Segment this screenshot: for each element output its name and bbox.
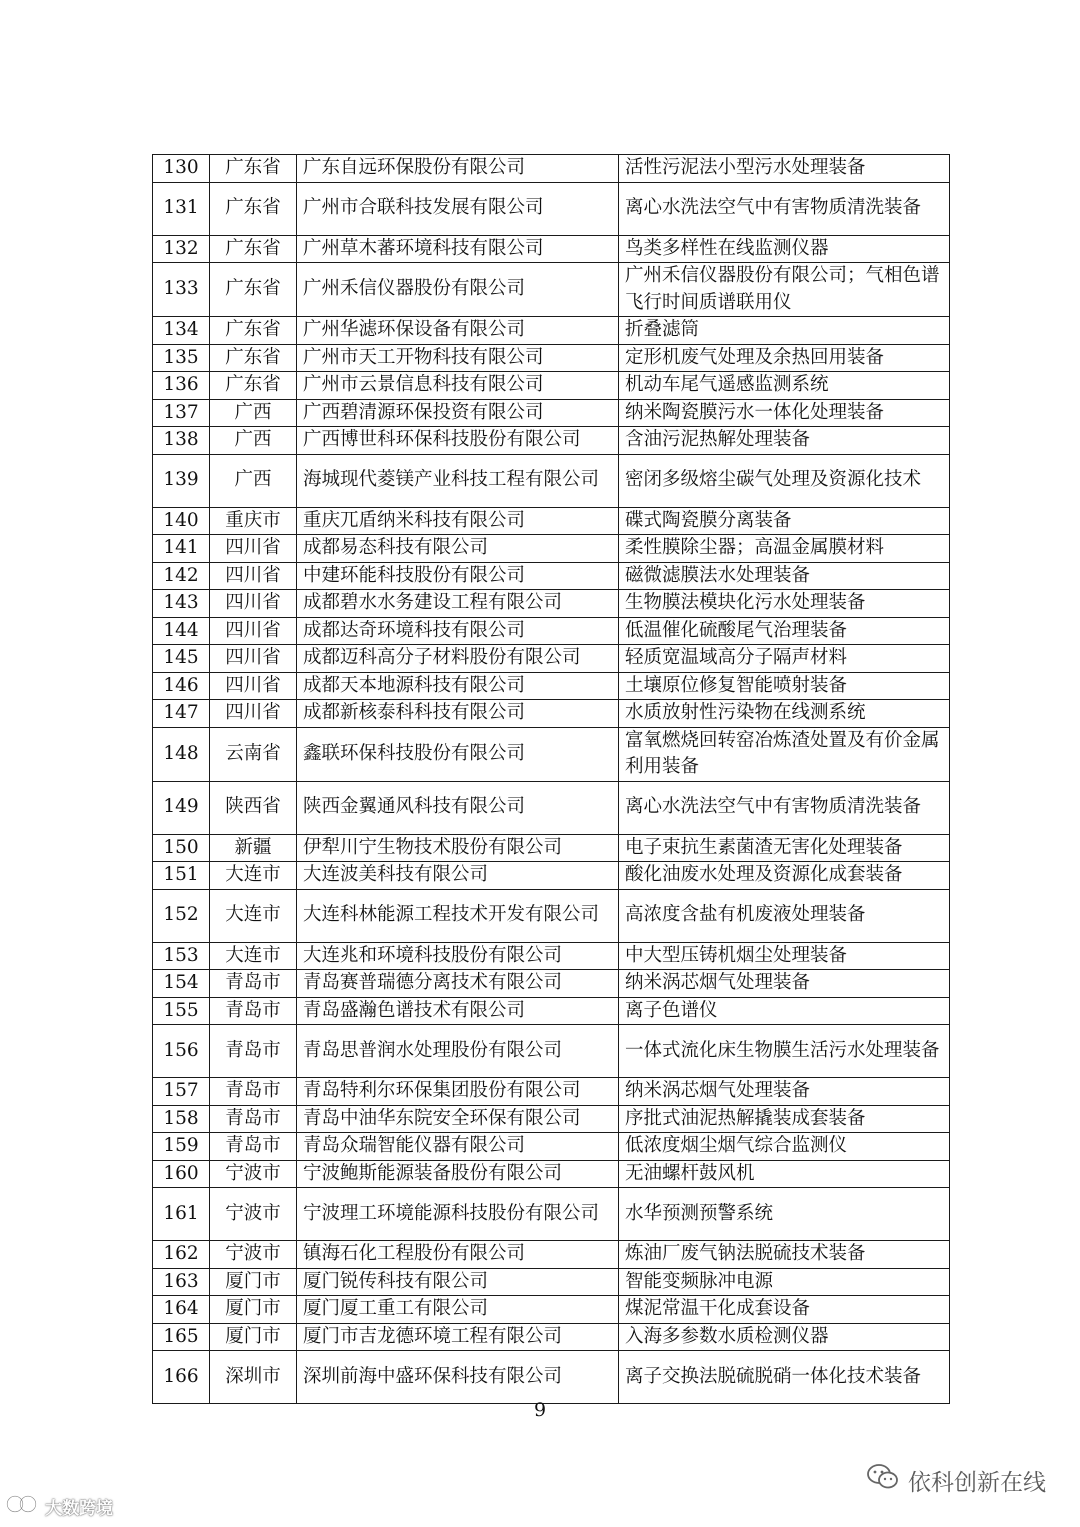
table-row [153,1105,950,1133]
cell-company: 中建环能科技股份有限公司 [297,562,619,590]
cell-region: 大连市 [210,889,297,942]
table-row [153,399,950,427]
cell-company: 成都迈科高分子材料股份有限公司 [297,645,619,673]
cell-product: 离心水洗法空气中有害物质清洗装备 [619,182,950,235]
cell-region: 青岛市 [210,1105,297,1133]
watermark-left-text: 大数跨境 [45,1498,113,1519]
cell-product: 入海多参数水质检测仪器 [619,1323,950,1351]
cell-no: 153 [153,942,210,970]
cell-company: 伊犁川宁生物技术股份有限公司 [297,834,619,862]
table-row [153,590,950,618]
cell-product: 离子色谱仪 [619,997,950,1025]
cell-no: 142 [153,562,210,590]
cell-company: 成都达奇环境科技有限公司 [297,617,619,645]
table-row [153,942,950,970]
cell-product: 广州禾信仪器股份有限公司；气相色谱飞行时间质谱联用仪 [619,263,950,317]
cell-product: 活性污泥法小型污水处理装备 [619,155,950,183]
cell-product: 含油污泥热解处理装备 [619,427,950,455]
table-row [153,997,950,1025]
table-row [153,1078,950,1106]
table-row [153,317,950,345]
cell-product: 土壤原位修复智能喷射装备 [619,672,950,700]
cell-no: 152 [153,889,210,942]
cell-no: 160 [153,1160,210,1188]
cell-no: 145 [153,645,210,673]
table-body [153,155,950,1404]
table-row [153,263,950,317]
cell-region: 新疆 [210,834,297,862]
table-row [153,672,950,700]
cell-region: 云南省 [210,727,297,781]
cell-no: 131 [153,182,210,235]
cell-region: 广西 [210,427,297,455]
cell-product: 水质放射性污染物在线测系统 [619,700,950,728]
table-row [153,727,950,781]
cell-product: 炼油厂废气钠法脱硫技术装备 [619,1241,950,1269]
cell-product: 序批式油泥热解撬装成套装备 [619,1105,950,1133]
cell-region: 厦门市 [210,1296,297,1324]
cell-company: 大连科林能源工程技术开发有限公司 [297,889,619,942]
table-row [153,1268,950,1296]
table-row [153,1241,950,1269]
table-row [153,645,950,673]
cell-company: 宁波鲍斯能源装备股份有限公司 [297,1160,619,1188]
cell-product: 酸化油废水处理及资源化成套装备 [619,862,950,890]
cell-region: 广西 [210,454,297,507]
table-row [153,700,950,728]
table-row [153,1188,950,1241]
cell-region: 广东省 [210,263,297,317]
cell-no: 158 [153,1105,210,1133]
cell-company: 鑫联环保科技股份有限公司 [297,727,619,781]
cell-region: 陕西省 [210,781,297,834]
cell-region: 宁波市 [210,1188,297,1241]
cell-no: 135 [153,344,210,372]
cell-company: 厦门厦工重工有限公司 [297,1296,619,1324]
cell-product: 电子束抗生素菌渣无害化处理装备 [619,834,950,862]
cell-region: 四川省 [210,562,297,590]
cell-region: 广西 [210,399,297,427]
cell-region: 广东省 [210,235,297,263]
table-row [153,372,950,400]
cell-no: 149 [153,781,210,834]
cell-product: 中大型压铸机烟尘处理装备 [619,942,950,970]
cell-no: 144 [153,617,210,645]
cell-region: 深圳市 [210,1351,297,1404]
table-row [153,235,950,263]
table-row [153,617,950,645]
table-row [153,427,950,455]
table-row [153,1296,950,1324]
cell-no: 154 [153,970,210,998]
watermark-right-text: 依科创新在线 [908,1469,1046,1496]
cell-company: 大连兆和环境科技股份有限公司 [297,942,619,970]
cell-no: 140 [153,507,210,535]
watermark-right [866,1462,1046,1498]
cell-product: 轻质宽温域高分子隔声材料 [619,645,950,673]
wechat-icon [866,1463,900,1497]
cell-product: 柔性膜除尘器；高温金属膜材料 [619,535,950,563]
cell-company: 镇海石化工程股份有限公司 [297,1241,619,1269]
cell-company: 青岛众瑞智能仪器有限公司 [297,1133,619,1161]
cell-no: 130 [153,155,210,183]
table-row [153,344,950,372]
cell-no: 156 [153,1025,210,1078]
cell-company: 深圳前海中盛环保科技有限公司 [297,1351,619,1404]
cell-company: 海城现代菱镁产业科技工程有限公司 [297,454,619,507]
cell-no: 155 [153,997,210,1025]
cell-product: 高浓度含盐有机废液处理装备 [619,889,950,942]
cell-no: 133 [153,263,210,317]
cell-product: 生物膜法模块化污水处理装备 [619,590,950,618]
cell-company: 广州市云景信息科技有限公司 [297,372,619,400]
cell-company: 广西博世科环保科技股份有限公司 [297,427,619,455]
cell-product: 定形机废气处理及余热回用装备 [619,344,950,372]
cell-region: 广东省 [210,317,297,345]
cell-no: 166 [153,1351,210,1404]
enterprise-table [152,154,950,1404]
cell-region: 四川省 [210,590,297,618]
cell-company: 青岛盛瀚色谱技术有限公司 [297,997,619,1025]
cell-company: 广州市合联科技发展有限公司 [297,182,619,235]
cell-region: 四川省 [210,672,297,700]
cell-region: 厦门市 [210,1268,297,1296]
cell-no: 146 [153,672,210,700]
cell-company: 青岛中油华东院安全环保有限公司 [297,1105,619,1133]
cell-company: 广州禾信仪器股份有限公司 [297,263,619,317]
cell-company: 大连波美科技有限公司 [297,862,619,890]
cell-company: 重庆兀盾纳米科技有限公司 [297,507,619,535]
watermark-left [6,1493,113,1519]
cell-product: 离子交换法脱硫脱硝一体化技术装备 [619,1351,950,1404]
table-row [153,862,950,890]
cell-region: 广东省 [210,155,297,183]
cell-product: 离心水洗法空气中有害物质清洗装备 [619,781,950,834]
cell-company: 成都易态科技有限公司 [297,535,619,563]
page-number: 9 [533,1399,547,1421]
cell-no: 159 [153,1133,210,1161]
cell-company: 广州草木蕃环境科技有限公司 [297,235,619,263]
table-row [153,834,950,862]
cell-company: 广州华滤环保设备有限公司 [297,317,619,345]
cell-product: 纳米涡芯烟气处理装备 [619,970,950,998]
cell-region: 广东省 [210,372,297,400]
cell-no: 132 [153,235,210,263]
cell-company: 青岛赛普瑞德分离技术有限公司 [297,970,619,998]
cell-no: 157 [153,1078,210,1106]
cell-region: 青岛市 [210,1133,297,1161]
cell-product: 低浓度烟尘烟气综合监测仪 [619,1133,950,1161]
table-row [153,1160,950,1188]
cell-region: 厦门市 [210,1323,297,1351]
cell-company: 青岛特利尔环保集团股份有限公司 [297,1078,619,1106]
cell-no: 136 [153,372,210,400]
cell-company: 成都碧水水务建设工程有限公司 [297,590,619,618]
cell-region: 广东省 [210,182,297,235]
cell-region: 青岛市 [210,997,297,1025]
cell-no: 139 [153,454,210,507]
table-row [153,1323,950,1351]
cell-no: 148 [153,727,210,781]
cell-product: 纳米涡芯烟气处理装备 [619,1078,950,1106]
table-row [153,535,950,563]
table-row [153,182,950,235]
cell-product: 鸟类多样性在线监测仪器 [619,235,950,263]
cell-no: 150 [153,834,210,862]
cell-product: 磁微滤膜法水处理装备 [619,562,950,590]
cell-company: 厦门锐传科技有限公司 [297,1268,619,1296]
cell-product: 低温催化硫酸尾气治理装备 [619,617,950,645]
cell-region: 大连市 [210,942,297,970]
cell-company: 成都新核泰科科技有限公司 [297,700,619,728]
cell-product: 密闭多级熔尘碳气处理及资源化技术 [619,454,950,507]
table-row [153,1351,950,1404]
cell-region: 青岛市 [210,970,297,998]
cell-region: 青岛市 [210,1078,297,1106]
cell-company: 陕西金翼通风科技有限公司 [297,781,619,834]
cell-region: 广东省 [210,344,297,372]
cell-company: 广东自远环保股份有限公司 [297,155,619,183]
cell-product: 纳米陶瓷膜污水一体化处理装备 [619,399,950,427]
table-row [153,562,950,590]
cell-product: 富氧燃烧回转窑冶炼渣处置及有价金属利用装备 [619,727,950,781]
table-row [153,781,950,834]
cell-no: 162 [153,1241,210,1269]
table-row [153,454,950,507]
cell-region: 大连市 [210,862,297,890]
cell-no: 163 [153,1268,210,1296]
cell-company: 厦门市吉龙德环境工程有限公司 [297,1323,619,1351]
cell-no: 161 [153,1188,210,1241]
cell-region: 四川省 [210,535,297,563]
cell-no: 165 [153,1323,210,1351]
cell-region: 四川省 [210,617,297,645]
cell-no: 134 [153,317,210,345]
table-row [153,1133,950,1161]
cell-product: 机动车尾气遥感监测系统 [619,372,950,400]
cell-product: 一体式流化床生物膜生活污水处理装备 [619,1025,950,1078]
cell-company: 宁波理工环境能源科技股份有限公司 [297,1188,619,1241]
cell-no: 143 [153,590,210,618]
cell-product: 无油螺杆鼓风机 [619,1160,950,1188]
cell-no: 141 [153,535,210,563]
cell-no: 137 [153,399,210,427]
cell-no: 151 [153,862,210,890]
cell-region: 重庆市 [210,507,297,535]
cell-product: 煤泥常温干化成套设备 [619,1296,950,1324]
cell-product: 折叠滤筒 [619,317,950,345]
cell-product: 智能变频脉冲电源 [619,1268,950,1296]
table-row [153,970,950,998]
cell-no: 138 [153,427,210,455]
cell-company: 广西碧清源环保投资有限公司 [297,399,619,427]
cell-company: 成都天本地源科技有限公司 [297,672,619,700]
cell-region: 四川省 [210,700,297,728]
cell-no: 164 [153,1296,210,1324]
table-row [153,155,950,183]
cell-product: 水华预测预警系统 [619,1188,950,1241]
table-row [153,889,950,942]
cell-region: 四川省 [210,645,297,673]
cell-company: 青岛思普润水处理股份有限公司 [297,1025,619,1078]
cell-region: 青岛市 [210,1025,297,1078]
cell-region: 宁波市 [210,1160,297,1188]
cell-product: 碟式陶瓷膜分离装备 [619,507,950,535]
cell-no: 147 [153,700,210,728]
table-row [153,1025,950,1078]
cell-region: 宁波市 [210,1241,297,1269]
cell-company: 广州市天工开物科技有限公司 [297,344,619,372]
logo-icon [6,1493,40,1520]
table-row [153,507,950,535]
